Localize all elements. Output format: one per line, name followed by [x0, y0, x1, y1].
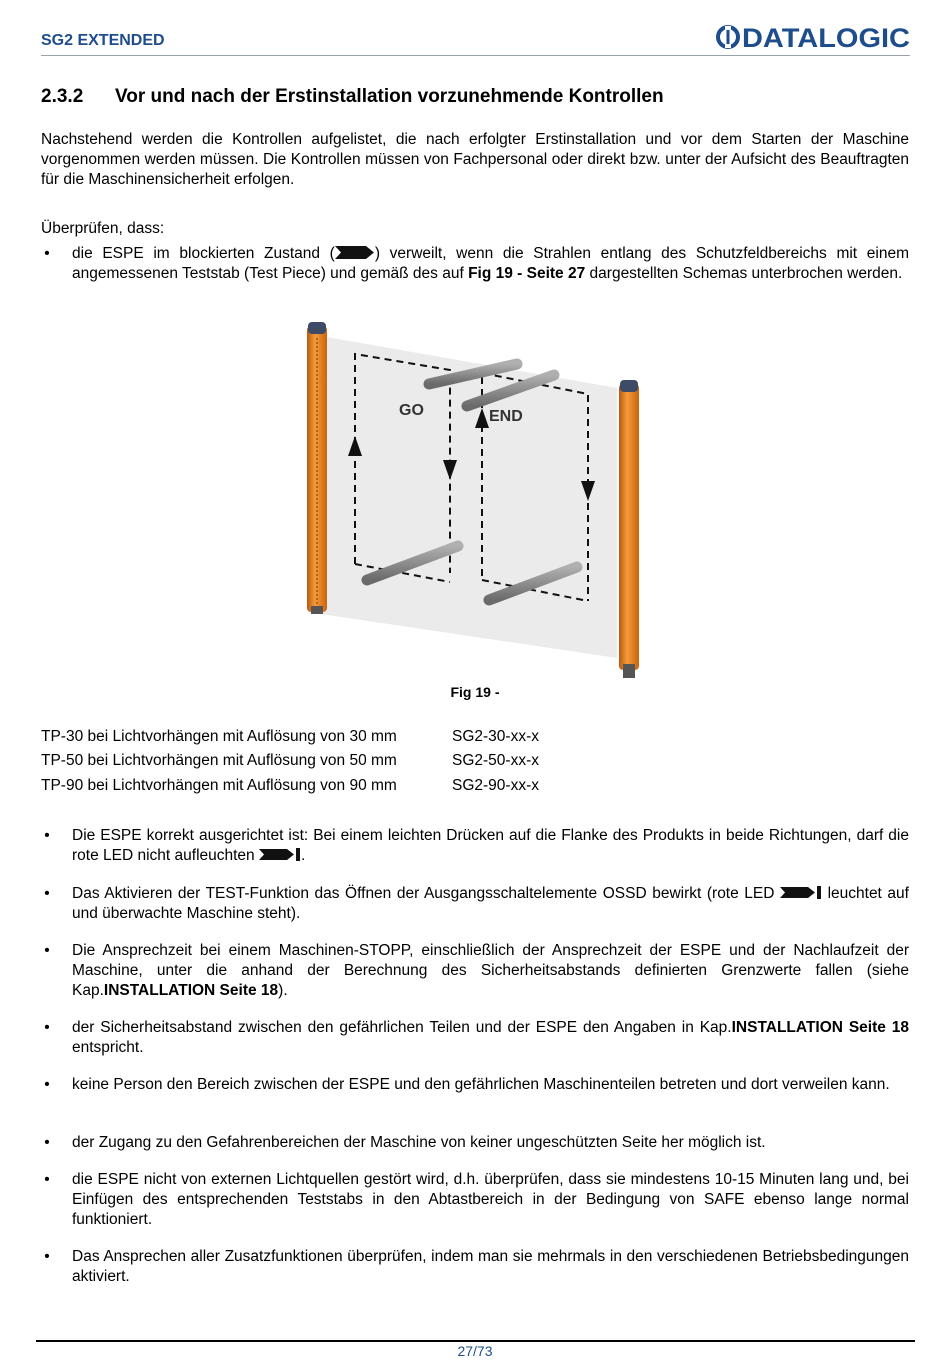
figure-reference: Fig 19 - Seite 27	[468, 265, 586, 282]
end-label: END	[489, 408, 523, 425]
list-item	[41, 1075, 909, 1095]
protected-field-plane	[321, 336, 617, 658]
datalogic-logo	[716, 22, 912, 52]
test-piece-model: SG2-50-xx-x	[452, 752, 539, 769]
list-item	[41, 1170, 909, 1230]
section-title: Vor und nach der Erstinstallation vorzunehmende Kontrollen	[115, 86, 664, 107]
header-divider	[41, 55, 910, 56]
bullet-text: entspricht.	[72, 1039, 144, 1056]
bullet-dot: •	[44, 1134, 50, 1151]
bullet-dot: •	[44, 1076, 50, 1093]
test-piece-model: SG2-30-xx-x	[452, 728, 539, 745]
bullet-dot: •	[44, 1171, 50, 1188]
list-item	[41, 826, 909, 866]
check-intro: Überprüfen, dass:	[41, 220, 165, 237]
bullet-text: dargestellten Schemas unterbrochen werden.	[585, 265, 903, 282]
test-piece-model: SG2-90-xx-x	[452, 777, 539, 794]
blocked-state-arrow-icon	[335, 245, 375, 260]
bullet-text: Das Aktivieren der TEST-Funktion das Öffnen der Ausgangsschaltelemente OSSD bewirkt (rote LED	[72, 885, 775, 902]
bullet-text: keine Person den Bereich zwischen der ESPE und den gefährlichen Maschinenteilen betreten und dort verweilen kann.	[72, 1076, 890, 1093]
bullet-dot: •	[44, 1248, 50, 1265]
bullet-text: Das Ansprechen aller Zusatzfunktionen überprüfen, indem man sie mehrmals in den verschiedenen Betriebsbedingungen aktiviert.	[72, 1248, 909, 1285]
bullet-dot: •	[44, 942, 50, 959]
bullet-dot: •	[44, 1019, 50, 1036]
bullet-text: leuchtet auf und überwachte Maschine steht).	[72, 885, 909, 922]
bullet-text: .	[300, 847, 306, 864]
section-number: 2.3.2	[41, 86, 84, 107]
figure-caption: Fig 19 -	[450, 684, 500, 700]
section-heading	[41, 86, 664, 108]
chapter-reference: INSTALLATION Seite 18	[103, 982, 279, 999]
page-number: 27/73	[457, 1343, 493, 1359]
chapter-reference: INSTALLATION Seite 18	[731, 1019, 909, 1036]
intro-paragraph: Nachstehend werden die Kontrollen aufgelistet, die nach erfolgter Erstinstallation und vor dem Starten der Maschine vorgenommen werden müssen. Die Kontrollen müssen von Fachpersonal oder direkt bzw. unter der Aufsicht des Beauftragten für die Maschinensicherheit erfolgen.	[41, 131, 909, 188]
light-curtain-emitter	[307, 322, 327, 614]
test-piece-name: TP-30 bei Lichtvorhängen mit Auflösung von 30 mm	[41, 728, 397, 745]
bullet-text: Die ESPE korrekt ausgerichtet ist: Bei einem leichten Drücken auf die Flanke des Produkts in beide Richtungen, darf die rote LED nicht aufleuchten	[72, 827, 909, 864]
list-item	[41, 244, 909, 284]
test-piece-figure	[295, 318, 655, 683]
bullet-dot: •	[44, 827, 50, 844]
list-item	[41, 1018, 909, 1058]
bullet-text: Die Ansprechzeit bei einem Maschinen-STOPP, einschließlich der Ansprechzeit der ESPE und der Nachlaufzeit der Maschine, unter die anhand der Berechnung des Sicherheitsabstands definierten Grenzwerte fallen (siehe Kap.	[72, 942, 909, 999]
test-piece-name: TP-90 bei Lichtvorhängen mit Auflösung von 90 mm	[41, 777, 397, 794]
svg-text:DATALOGIC: DATALOGIC	[742, 23, 910, 52]
bullet-text: die ESPE im blockierten Zustand (	[72, 245, 335, 262]
bullet-text: der Zugang zu den Gefahrenbereichen der Maschine von keiner ungeschützten Seite her möglich ist.	[72, 1134, 766, 1151]
bullet-text: ).	[278, 982, 288, 999]
bullet-dot: •	[44, 885, 50, 902]
document-title: SG2 EXTENDED	[41, 32, 165, 49]
go-label: GO	[399, 402, 424, 419]
test-piece-row	[41, 727, 539, 747]
bullet-dot: •	[44, 245, 50, 262]
list-item	[41, 941, 909, 1001]
test-piece-row	[41, 751, 539, 771]
test-piece-name: TP-50 bei Lichtvorhängen mit Auflösung von 50 mm	[41, 752, 397, 769]
red-led-icon	[780, 885, 822, 900]
test-piece-row	[41, 776, 539, 796]
list-item	[41, 884, 909, 924]
bullet-text: der Sicherheitsabstand zwischen den gefährlichen Teilen und der ESPE den Angaben in Kap.	[72, 1019, 732, 1036]
list-item	[41, 1247, 909, 1287]
footer-divider	[36, 1340, 915, 1342]
list-item	[41, 1133, 909, 1153]
light-curtain-receiver	[619, 380, 639, 678]
bullet-text: ) verweilt, wenn die Strahlen entlang des Schutzfeldbereichs mit einem angemessenen Teststab (Test Piece) und gemäß des auf	[72, 245, 909, 282]
red-led-icon	[259, 847, 301, 862]
bullet-text: die ESPE nicht von externen Lichtquellen gestört wird, d.h. überprüfen, dass sie mindestens 10-15 Minuten lang und, bei Einfügen des entsprechenden Teststabs in den Abtastbereich in der Bedingung von SAFE ebenso lange normal funktioniert.	[72, 1171, 909, 1228]
